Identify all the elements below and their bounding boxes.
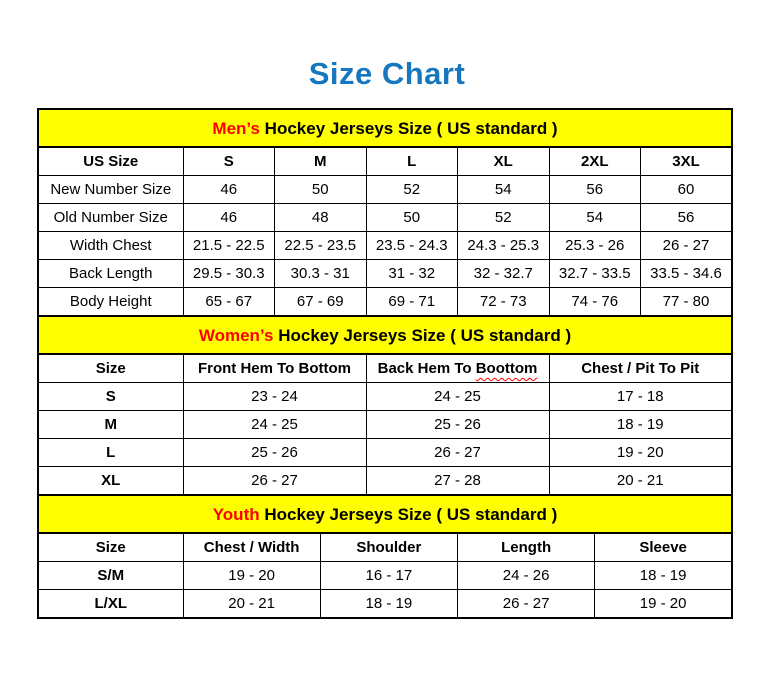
mens-cell: 48 [275, 204, 367, 232]
mens-cell: 65 - 67 [183, 288, 275, 317]
youth-size-table [37, 532, 733, 619]
womens-cell: 26 - 27 [183, 467, 366, 496]
mens-cell: 31 - 32 [366, 260, 458, 288]
mens-row-label: Width Chest [38, 232, 183, 260]
womens-col-header: Chest / Pit To Pit [549, 354, 732, 383]
youth-col-header: Chest / Width [183, 533, 320, 562]
mens-row-new-number-size [38, 176, 732, 204]
mens-section-header-rest: Hockey Jerseys Size ( US standard ) [259, 119, 558, 138]
mens-col-header: M [275, 147, 367, 176]
womens-row-label: M [38, 411, 183, 439]
youth-row-s-m [38, 562, 732, 590]
womens-row-l [38, 439, 732, 467]
mens-section-header [37, 108, 733, 146]
womens-cell: 26 - 27 [366, 439, 549, 467]
youth-row-label: L/XL [38, 590, 183, 619]
womens-cell: 19 - 20 [549, 439, 732, 467]
womens-size-table [37, 353, 733, 496]
mens-cell: 32 - 32.7 [458, 260, 550, 288]
mens-cell: 77 - 80 [641, 288, 733, 317]
womens-row-s [38, 383, 732, 411]
youth-row-label: S/M [38, 562, 183, 590]
youth-section-header [37, 496, 733, 532]
youth-cell: 24 - 26 [458, 562, 595, 590]
womens-cell: 24 - 25 [183, 411, 366, 439]
mens-cell: 21.5 - 22.5 [183, 232, 275, 260]
womens-column-header-row [38, 354, 732, 383]
mens-cell: 54 [549, 204, 641, 232]
mens-row-label: Body Height [38, 288, 183, 317]
youth-cell: 20 - 21 [183, 590, 320, 619]
mens-cell: 50 [366, 204, 458, 232]
page-title: Size Chart [308, 56, 466, 91]
mens-row-old-number-size [38, 204, 732, 232]
youth-col-header: Sleeve [595, 533, 732, 562]
womens-col-header: Front Hem To Bottom [183, 354, 366, 383]
mens-cell: 33.5 - 34.6 [641, 260, 733, 288]
womens-row-label: XL [38, 467, 183, 496]
mens-col-header: XL [458, 147, 550, 176]
mens-cell: 60 [641, 176, 733, 204]
youth-cell: 19 - 20 [595, 590, 732, 619]
mens-row-body-height [38, 288, 732, 317]
youth-cell: 18 - 19 [595, 562, 732, 590]
womens-row-label: S [38, 383, 183, 411]
womens-section [37, 317, 733, 496]
mens-cell: 30.3 - 31 [275, 260, 367, 288]
youth-cell: 16 - 17 [320, 562, 457, 590]
size-chart-tables [37, 108, 733, 619]
mens-cell: 25.3 - 26 [549, 232, 641, 260]
womens-cell: 18 - 19 [549, 411, 732, 439]
mens-row-label: New Number Size [38, 176, 183, 204]
womens-cell: 23 - 24 [183, 383, 366, 411]
youth-row-l-xl [38, 590, 732, 619]
womens-row-m [38, 411, 732, 439]
womens-cell: 24 - 25 [366, 383, 549, 411]
mens-row-label: Back Length [38, 260, 183, 288]
mens-cell: 23.5 - 24.3 [366, 232, 458, 260]
mens-col-header: S [183, 147, 275, 176]
youth-section-header-rest: Hockey Jerseys Size ( US standard ) [259, 505, 558, 524]
mens-col-header: L [366, 147, 458, 176]
mens-cell: 29.5 - 30.3 [183, 260, 275, 288]
youth-cell: 19 - 20 [183, 562, 320, 590]
mens-cell: 46 [183, 176, 275, 204]
mens-row-width-chest [38, 232, 732, 260]
mens-cell: 56 [641, 204, 733, 232]
mens-col-header: 2XL [549, 147, 641, 176]
youth-cell: 26 - 27 [458, 590, 595, 619]
mens-row-label: Old Number Size [38, 204, 183, 232]
mens-cell: 56 [549, 176, 641, 204]
mens-cell: 52 [366, 176, 458, 204]
mens-cell: 32.7 - 33.5 [549, 260, 641, 288]
mens-col-header: 3XL [641, 147, 733, 176]
mens-cell: 74 - 76 [549, 288, 641, 317]
mens-cell: 24.3 - 25.3 [458, 232, 550, 260]
mens-cell: 22.5 - 23.5 [275, 232, 367, 260]
womens-col-header: Back Hem To Boottom [366, 354, 549, 383]
womens-section-header-highlight: Women’s [198, 326, 274, 345]
womens-section-header [37, 317, 733, 353]
womens-row-label: L [38, 439, 183, 467]
mens-cell: 46 [183, 204, 275, 232]
mens-col-header: US Size [38, 147, 183, 176]
womens-cell: 17 - 18 [549, 383, 732, 411]
womens-cell: 20 - 21 [549, 467, 732, 496]
mens-cell: 69 - 71 [366, 288, 458, 317]
womens-cell: 25 - 26 [366, 411, 549, 439]
womens-cell: 25 - 26 [183, 439, 366, 467]
mens-cell: 67 - 69 [275, 288, 367, 317]
mens-cell: 52 [458, 204, 550, 232]
youth-column-header-row [38, 533, 732, 562]
mens-column-header-row [38, 147, 732, 176]
mens-section [37, 108, 733, 317]
misspelled-word: Boottom [475, 360, 538, 377]
womens-col-header: Size [38, 354, 183, 383]
womens-cell: 27 - 28 [366, 467, 549, 496]
womens-row-xl [38, 467, 732, 496]
mens-size-table [37, 146, 733, 317]
youth-col-header: Size [38, 533, 183, 562]
youth-col-header: Length [458, 533, 595, 562]
mens-cell: 26 - 27 [641, 232, 733, 260]
youth-section-header-highlight: Youth [212, 505, 260, 524]
youth-section [37, 496, 733, 619]
mens-cell: 50 [275, 176, 367, 204]
youth-col-header: Shoulder [320, 533, 457, 562]
mens-cell: 72 - 73 [458, 288, 550, 317]
womens-section-header-rest: Hockey Jerseys Size ( US standard ) [273, 326, 572, 345]
mens-section-header-highlight: Men’s [212, 119, 260, 138]
youth-cell: 18 - 19 [320, 590, 457, 619]
mens-row-back-length [38, 260, 732, 288]
mens-cell: 54 [458, 176, 550, 204]
